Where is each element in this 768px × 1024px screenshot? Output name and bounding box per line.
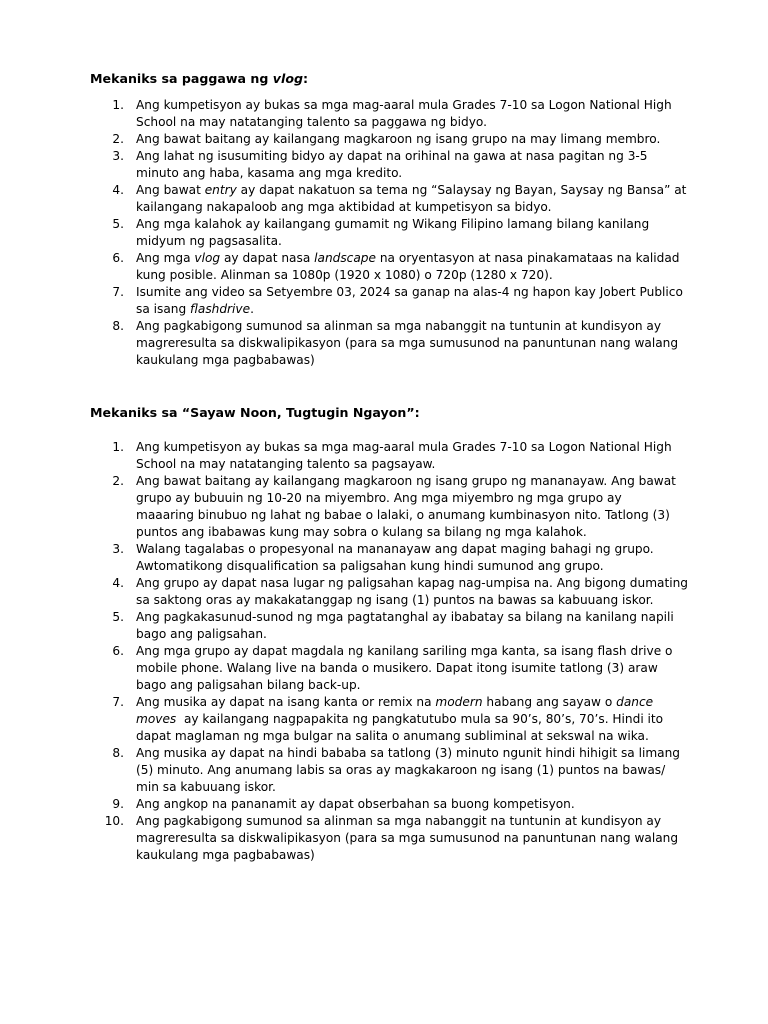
rule-line: Ang musika ay dapat na hindi bababa sa tatlong (3) minuto ngunit hindi hihigit sa limang xyxy=(136,746,680,760)
rule-emphasis: modern xyxy=(435,695,483,709)
rule-text: na oryentasyon at nasa pinakamataas na kalidad xyxy=(375,251,680,265)
rule-line xyxy=(136,182,690,199)
vlog-rule-8 xyxy=(90,318,690,369)
list-number: 2. xyxy=(112,474,124,488)
vlog-rule-3 xyxy=(90,148,690,182)
rule-text: Ang musika ay dapat na isang kanta or remix na xyxy=(136,695,436,709)
rule-line: Ang kumpetisyon ay bukas sa mga mag-aaral mula Grades 7-10 sa Logon National High xyxy=(136,440,672,454)
vlog-mechanics-section xyxy=(90,70,690,369)
rule-line: sa saktong oras ay makakatanggap ng isang (1) puntos na bawas sa kabuuang iskor. xyxy=(136,593,654,607)
rule-emphasis: dance xyxy=(616,695,654,709)
rule-line: Ang kumpetisyon ay bukas sa mga mag-aaral mula Grades 7-10 sa Logon National High xyxy=(136,98,672,112)
vlog-rule-7 xyxy=(90,284,690,318)
rule-text: ay dapat nasa xyxy=(220,251,315,265)
rule-line: Ang angkop na pananamit ay dapat obserbahan sa buong kompetisyon. xyxy=(136,797,575,811)
list-number: 7. xyxy=(112,285,124,299)
list-number: 9. xyxy=(112,797,124,811)
rule-line: Awtomatikong disqualification sa paligsahan kung hindi sumunod ang grupo. xyxy=(136,559,604,573)
rule-line: School na may natatanging talento sa pagsayaw. xyxy=(136,457,436,471)
rule-line: kaukulang mga pagbabawas) xyxy=(136,848,315,862)
vlog-rule-5 xyxy=(90,216,690,250)
vlog-heading-em: vlog xyxy=(272,71,303,86)
rule-line: bago ang paligsahan bilang back-up. xyxy=(136,678,361,692)
sayaw-rule-4 xyxy=(90,575,690,609)
rule-line: min sa kabuuang iskor. xyxy=(136,780,276,794)
sayaw-rule-9 xyxy=(90,796,690,813)
rule-line: maaaring binubuo ng lahat ng babae o lalaki, o anumang kumbinasyon nito. Tatlong (3) xyxy=(136,508,670,522)
rule-line: minuto ang haba, kasama ang mga kredito. xyxy=(136,166,403,180)
list-number: 3. xyxy=(112,542,124,556)
vlog-rule-4 xyxy=(90,182,690,216)
sayaw-mechanics-section xyxy=(90,404,690,864)
list-number: 3. xyxy=(112,149,124,163)
rule-line: grupo ay bubuuin ng 10-20 na miyembro. Ang mga miyembro ng mga grupo ay xyxy=(136,491,622,505)
rule-line: Ang mga grupo ay dapat magdala ng kanilang sariling mga kanta, sa isang flash drive o xyxy=(136,644,673,658)
rule-text: habang ang sayaw o xyxy=(482,695,617,709)
rule-line: puntos ang ibabawas kung may sobra o kulang sa bilang ng mga kalahok. xyxy=(136,525,587,539)
sayaw-rule-10 xyxy=(90,813,690,864)
rule-line: Ang pagkakasunud-sunod ng mga pagtatanghal ay ibabatay sa bilang na kanilang napili xyxy=(136,610,674,624)
vlog-heading-suffix: : xyxy=(303,71,309,86)
rule-emphasis: vlog xyxy=(194,251,221,265)
rule-line: Ang bawat baitang ay kailangang magkaroon ng isang grupo na may limang membro. xyxy=(136,132,661,146)
rule-text: Ang mga xyxy=(136,251,195,265)
rule-line: Ang pagkabigong sumunod sa alinman sa mga nabanggit na tuntunin at kundisyon ay xyxy=(136,319,662,333)
sayaw-rule-8 xyxy=(90,745,690,796)
list-number: 10. xyxy=(104,814,124,828)
rule-line: kaukulang mga pagbabawas) xyxy=(136,353,315,367)
sayaw-rule-5 xyxy=(90,609,690,643)
rule-line: mobile phone. Walang live na banda o musikero. Dapat itong isumite tatlong (3) araw xyxy=(136,661,658,675)
rule-line xyxy=(136,301,690,318)
sayaw-rules-list xyxy=(90,439,690,864)
sayaw-rule-2 xyxy=(90,473,690,541)
list-number: 4. xyxy=(112,576,124,590)
rule-line: magreresulta sa diskwalipikasyon (para sa mga sumusunod na panuntunan nang walang xyxy=(136,336,679,350)
list-number: 8. xyxy=(112,319,124,333)
rule-text: sa isang xyxy=(136,302,191,316)
list-number: 5. xyxy=(112,610,124,624)
rule-line: Ang pagkabigong sumunod sa alinman sa mga nabanggit na tuntunin at kundisyon ay xyxy=(136,814,662,828)
vlog-mechanics-heading xyxy=(90,70,690,87)
rule-line: Walang tagalabas o propesyonal na mananayaw ang dapat maging bahagi ng grupo. xyxy=(136,542,654,556)
rule-text: Ang bawat xyxy=(136,183,205,197)
list-number: 1. xyxy=(112,440,124,454)
list-number: 6. xyxy=(112,251,124,265)
vlog-heading-prefix: Mekaniks sa paggawa ng xyxy=(90,71,273,86)
list-number: 7. xyxy=(112,695,124,709)
rule-line: (5) minuto. Ang anumang labis sa oras ay magkakaroon ng isang (1) puntos na bawas/ xyxy=(136,763,666,777)
rule-emphasis: landscape xyxy=(314,251,376,265)
rule-emphasis: entry xyxy=(204,183,237,197)
vlog-rule-6 xyxy=(90,250,690,284)
rule-line: bago ang paligsahan. xyxy=(136,627,267,641)
rule-line: magreresulta sa diskwalipikasyon (para sa mga sumusunod na panuntunan nang walang xyxy=(136,831,679,845)
rule-line: midyum ng pagsasalita. xyxy=(136,234,282,248)
rule-line xyxy=(136,711,690,728)
vlog-rule-1 xyxy=(90,97,690,131)
sayaw-rule-6 xyxy=(90,643,690,694)
list-number: 4. xyxy=(112,183,124,197)
list-number: 2. xyxy=(112,132,124,146)
rule-line: Ang grupo ay dapat nasa lugar ng paligsahan kapag nag-umpisa na. Ang bigong dumating xyxy=(136,576,688,590)
rule-line: School na may natatanging talento sa paggawa ng bidyo. xyxy=(136,115,487,129)
rule-line: Ang lahat ng isusumiting bidyo ay dapat na orihinal na gawa at nasa pagitan ng 3-5 xyxy=(136,149,648,163)
rule-line xyxy=(136,250,690,267)
vlog-rules-list xyxy=(90,97,690,369)
sayaw-rule-1 xyxy=(90,439,690,473)
rule-emphasis: flashdrive xyxy=(190,302,251,316)
list-number: 6. xyxy=(112,644,124,658)
vlog-rule-2 xyxy=(90,131,690,148)
rule-line: kung posible. Alinman sa 1080p (1920 x 1080) o 720p (1280 x 720). xyxy=(136,268,553,282)
rule-line: kailangang nakapaloob ang mga aktibidad at kumpetisyon sa bidyo. xyxy=(136,200,552,214)
rule-emphasis: moves xyxy=(136,712,177,726)
rule-line: dapat maglaman ng mga bulgar na salita o anumang subliminal at sekswal na wika. xyxy=(136,729,649,743)
rule-line: Ang bawat baitang ay kailangang magkaroon ng isang grupo ng mananayaw. Ang bawat xyxy=(136,474,676,488)
rule-text: ay dapat nakatuon sa tema ng “Salaysay ng Bayan, Saysay ng Bansa” at xyxy=(236,183,687,197)
sayaw-rule-3 xyxy=(90,541,690,575)
list-number: 5. xyxy=(112,217,124,231)
rule-text: ay kailangang nagpapakita ng pangkatutubo mula sa 90’s, 80’s, 70’s. Hindi ito xyxy=(176,712,664,726)
list-number: 1. xyxy=(112,98,124,112)
list-number: 8. xyxy=(112,746,124,760)
rule-line xyxy=(136,694,690,711)
rule-line: Isumite ang video sa Setyembre 03, 2024 sa ganap na alas-4 ng hapon kay Jobert Publico xyxy=(136,285,683,299)
rule-line: Ang mga kalahok ay kailangang gumamit ng Wikang Filipino lamang bilang kanilang xyxy=(136,217,650,231)
sayaw-rule-7 xyxy=(90,694,690,745)
sayaw-mechanics-heading: Mekaniks sa “Sayaw Noon, Tugtugin Ngayon”: xyxy=(90,405,420,420)
rule-text: . xyxy=(250,302,254,316)
